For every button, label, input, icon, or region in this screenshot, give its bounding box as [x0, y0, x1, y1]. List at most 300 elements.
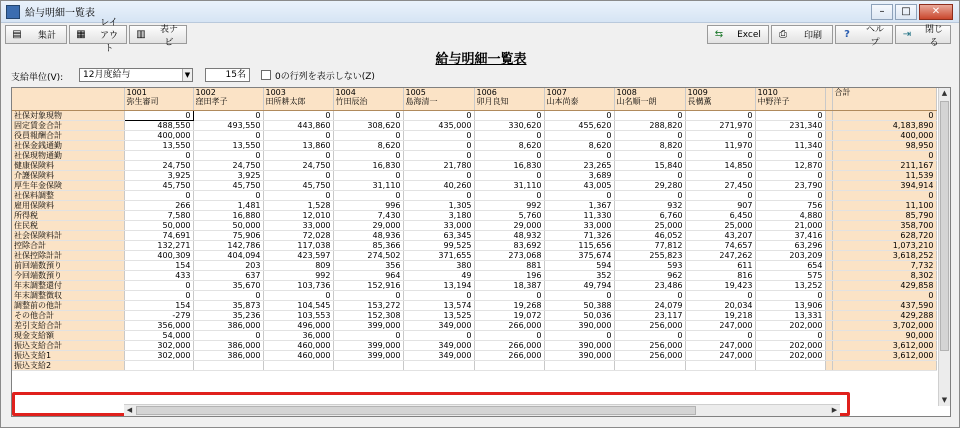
- table-cell[interactable]: 0: [614, 190, 685, 200]
- table-cell[interactable]: 11,970: [685, 140, 755, 150]
- table-cell[interactable]: 45,750: [124, 180, 193, 190]
- employee-header[interactable]: [544, 88, 614, 110]
- table-cell[interactable]: 16,830: [333, 160, 403, 170]
- table-cell[interactable]: 0: [333, 130, 403, 140]
- minimize-button[interactable]: –: [871, 4, 893, 20]
- table-cell[interactable]: 0: [544, 190, 614, 200]
- table-cell[interactable]: 8,620: [474, 140, 544, 150]
- table-cell[interactable]: 356,000: [124, 320, 193, 330]
- maximize-button[interactable]: □: [895, 4, 917, 20]
- table-cell[interactable]: 0: [263, 170, 333, 180]
- table-cell[interactable]: 7,430: [333, 210, 403, 220]
- table-cell[interactable]: 25,000: [614, 220, 685, 230]
- unit-select[interactable]: [79, 68, 193, 82]
- table-cell[interactable]: 809: [263, 260, 333, 270]
- table-cell[interactable]: 33,000: [403, 220, 474, 230]
- table-cell[interactable]: 330,620: [474, 120, 544, 130]
- table-cell[interactable]: 0: [614, 130, 685, 140]
- table-cell[interactable]: 50,000: [193, 220, 263, 230]
- table-cell[interactable]: 0: [474, 170, 544, 180]
- table-cell[interactable]: 16,880: [193, 210, 263, 220]
- table-cell[interactable]: 0: [614, 170, 685, 180]
- table-cell[interactable]: 996: [333, 200, 403, 210]
- table-cell[interactable]: 0: [755, 130, 825, 140]
- table-cell[interactable]: 255,823: [614, 250, 685, 260]
- table-cell[interactable]: 85,366: [333, 240, 403, 250]
- table-cell[interactable]: 816: [685, 270, 755, 280]
- table-cell[interactable]: 962: [614, 270, 685, 280]
- table-cell[interactable]: 117,038: [263, 240, 333, 250]
- summary-button[interactable]: ▤ 集計: [5, 25, 67, 44]
- table-cell[interactable]: 0: [403, 290, 474, 300]
- table-cell[interactable]: 266: [124, 200, 193, 210]
- table-cell[interactable]: 12,010: [263, 210, 333, 220]
- employee-header[interactable]: [685, 88, 755, 110]
- table-cell[interactable]: 400,309: [124, 250, 193, 260]
- table-cell[interactable]: 266,000: [474, 340, 544, 350]
- table-cell[interactable]: 202,000: [755, 340, 825, 350]
- table-cell[interactable]: 271,970: [685, 120, 755, 130]
- table-cell[interactable]: 24,079: [614, 300, 685, 310]
- table-cell[interactable]: 308,620: [333, 120, 403, 130]
- table-cell[interactable]: 0: [614, 330, 685, 340]
- table-cell[interactable]: 13,550: [124, 140, 193, 150]
- table-cell[interactable]: 488,550: [124, 120, 193, 130]
- table-cell[interactable]: 1,528: [263, 200, 333, 210]
- table-cell[interactable]: 0: [474, 150, 544, 160]
- table-cell[interactable]: 33,000: [544, 220, 614, 230]
- table-cell[interactable]: 302,000: [124, 340, 193, 350]
- table-cell[interactable]: 13,550: [193, 140, 263, 150]
- table-cell[interactable]: 390,000: [544, 340, 614, 350]
- table-cell[interactable]: 25,000: [685, 220, 755, 230]
- table-cell[interactable]: 0: [193, 150, 263, 160]
- table-cell[interactable]: 202,000: [755, 320, 825, 330]
- table-cell[interactable]: 386,000: [193, 340, 263, 350]
- table-cell[interactable]: 6,450: [685, 210, 755, 220]
- table-cell[interactable]: 0: [333, 190, 403, 200]
- table-cell[interactable]: 23,486: [614, 280, 685, 290]
- table-cell[interactable]: 103,553: [263, 310, 333, 320]
- table-cell[interactable]: 907: [685, 200, 755, 210]
- table-cell[interactable]: 0: [755, 150, 825, 160]
- table-cell[interactable]: 0: [685, 130, 755, 140]
- table-cell[interactable]: 18,387: [474, 280, 544, 290]
- table-cell[interactable]: 992: [263, 270, 333, 280]
- table-cell[interactable]: 375,674: [544, 250, 614, 260]
- table-cell[interactable]: 266,000: [474, 320, 544, 330]
- employee-header[interactable]: [755, 88, 825, 110]
- horizontal-scroll-thumb[interactable]: [136, 406, 696, 415]
- table-cell[interactable]: 0: [403, 130, 474, 140]
- table-cell[interactable]: 31,110: [333, 180, 403, 190]
- table-cell[interactable]: 45,750: [263, 180, 333, 190]
- table-cell[interactable]: 63,345: [403, 230, 474, 240]
- table-cell[interactable]: 154: [124, 300, 193, 310]
- table-cell[interactable]: 349,000: [403, 350, 474, 360]
- table-cell[interactable]: 13,194: [403, 280, 474, 290]
- table-cell[interactable]: 1,367: [544, 200, 614, 210]
- table-cell[interactable]: 423,597: [263, 250, 333, 260]
- table-cell[interactable]: [755, 360, 825, 370]
- employee-header[interactable]: [403, 88, 474, 110]
- table-cell[interactable]: [124, 360, 193, 370]
- table-cell[interactable]: 3,925: [124, 170, 193, 180]
- employee-header[interactable]: [474, 88, 544, 110]
- total-cell: 3,618,252: [832, 250, 936, 260]
- employee-header[interactable]: [263, 88, 333, 110]
- table-cell[interactable]: 0: [333, 110, 403, 120]
- table-cell[interactable]: 4,880: [755, 210, 825, 220]
- table-cell[interactable]: 0: [263, 190, 333, 200]
- table-cell[interactable]: 881: [474, 260, 544, 270]
- table-cell[interactable]: 0: [474, 330, 544, 340]
- table-cell[interactable]: 5,760: [474, 210, 544, 220]
- table-cell[interactable]: 13,252: [755, 280, 825, 290]
- table-cell[interactable]: 13,906: [755, 300, 825, 310]
- table-cell[interactable]: 0: [333, 170, 403, 180]
- gap-cell: [825, 360, 832, 370]
- gap-cell: [825, 240, 832, 250]
- table-cell[interactable]: 36,000: [263, 330, 333, 340]
- table-cell[interactable]: 371,655: [403, 250, 474, 260]
- table-cell[interactable]: 11,340: [755, 140, 825, 150]
- table-cell[interactable]: 0: [544, 130, 614, 140]
- table-cell[interactable]: 266,000: [474, 350, 544, 360]
- table-cell[interactable]: [685, 360, 755, 370]
- table-cell[interactable]: 0: [755, 110, 825, 120]
- table-cell[interactable]: 443,860: [263, 120, 333, 130]
- table-cell[interactable]: 0: [474, 110, 544, 120]
- table-cell[interactable]: 31,110: [474, 180, 544, 190]
- horizontal-scrollbar[interactable]: [124, 404, 840, 416]
- table-cell[interactable]: 390,000: [544, 320, 614, 330]
- table-cell[interactable]: 256,000: [614, 320, 685, 330]
- table-cell[interactable]: 0: [755, 190, 825, 200]
- employee-header[interactable]: [193, 88, 263, 110]
- table-cell[interactable]: 49: [403, 270, 474, 280]
- table-cell[interactable]: 203,209: [755, 250, 825, 260]
- table-cell[interactable]: 288,820: [614, 120, 685, 130]
- table-cell[interactable]: 115,656: [544, 240, 614, 250]
- table-cell[interactable]: -279: [124, 310, 193, 320]
- table-cell[interactable]: 0: [193, 290, 263, 300]
- table-cell[interactable]: 274,502: [333, 250, 403, 260]
- table-cell[interactable]: 23,790: [755, 180, 825, 190]
- table-cell[interactable]: 0: [403, 150, 474, 160]
- table-cell[interactable]: 386,000: [193, 350, 263, 360]
- table-cell[interactable]: 256,000: [614, 340, 685, 350]
- table-cell[interactable]: 0: [124, 280, 193, 290]
- table-row: [12, 170, 936, 180]
- table-cell[interactable]: 43,207: [685, 230, 755, 240]
- table-cell[interactable]: 256,000: [614, 350, 685, 360]
- table-cell[interactable]: 74,691: [124, 230, 193, 240]
- table-cell[interactable]: 575: [755, 270, 825, 280]
- row-label: 社保金銭通勤: [12, 140, 124, 150]
- table-cell[interactable]: 99,525: [403, 240, 474, 250]
- table-cell[interactable]: 399,000: [333, 320, 403, 330]
- table-cell[interactable]: 71,326: [544, 230, 614, 240]
- table-cell[interactable]: [263, 360, 333, 370]
- table-cell[interactable]: 37,416: [755, 230, 825, 240]
- table-cell[interactable]: 152,916: [333, 280, 403, 290]
- table-cell[interactable]: 654: [755, 260, 825, 270]
- table-cell[interactable]: 20,034: [685, 300, 755, 310]
- table-cell[interactable]: 455,620: [544, 120, 614, 130]
- table-cell[interactable]: 13,860: [263, 140, 333, 150]
- table-cell[interactable]: 0: [124, 190, 193, 200]
- table-cell[interactable]: 352: [544, 270, 614, 280]
- layout-button[interactable]: ▦ レイアウト: [69, 25, 127, 44]
- table-cell[interactable]: 48,936: [333, 230, 403, 240]
- table-cell[interactable]: 0: [685, 190, 755, 200]
- table-cell[interactable]: 356: [333, 260, 403, 270]
- table-cell[interactable]: 45,750: [193, 180, 263, 190]
- table-cell[interactable]: 8,620: [544, 140, 614, 150]
- table-cell[interactable]: 13,525: [403, 310, 474, 320]
- table-cell[interactable]: 433: [124, 270, 193, 280]
- table-cell[interactable]: 29,280: [614, 180, 685, 190]
- table-cell[interactable]: 756: [755, 200, 825, 210]
- table-cell[interactable]: 493,550: [193, 120, 263, 130]
- table-cell[interactable]: 0: [333, 290, 403, 300]
- table-cell[interactable]: 7,580: [124, 210, 193, 220]
- table-cell[interactable]: 0: [614, 150, 685, 160]
- table-cell[interactable]: 72,028: [263, 230, 333, 240]
- table-cell[interactable]: 247,000: [685, 320, 755, 330]
- table-cell[interactable]: 6,760: [614, 210, 685, 220]
- table-cell[interactable]: 593: [614, 260, 685, 270]
- table-cell[interactable]: 0: [403, 110, 474, 120]
- table-cell[interactable]: 13,574: [403, 300, 474, 310]
- table-cell[interactable]: 0: [403, 190, 474, 200]
- table-cell[interactable]: 75,906: [193, 230, 263, 240]
- table-cell[interactable]: 19,423: [685, 280, 755, 290]
- table-cell[interactable]: 386,000: [193, 320, 263, 330]
- table-cell[interactable]: 19,072: [474, 310, 544, 320]
- table-cell[interactable]: 24,750: [193, 160, 263, 170]
- table-cell[interactable]: 21,000: [755, 220, 825, 230]
- table-cell[interactable]: 460,000: [263, 350, 333, 360]
- table-cell[interactable]: 0: [193, 190, 263, 200]
- table-cell[interactable]: 16,830: [474, 160, 544, 170]
- employee-header[interactable]: [333, 88, 403, 110]
- table-cell[interactable]: 637: [193, 270, 263, 280]
- table-cell[interactable]: 390,000: [544, 350, 614, 360]
- table-cell[interactable]: 0: [403, 330, 474, 340]
- table-cell[interactable]: 380: [403, 260, 474, 270]
- table-cell[interactable]: 0: [755, 170, 825, 180]
- table-cell[interactable]: [474, 360, 544, 370]
- table-cell[interactable]: 302,000: [124, 350, 193, 360]
- table-cell[interactable]: 460,000: [263, 340, 333, 350]
- table-cell[interactable]: 3,925: [193, 170, 263, 180]
- table-cell[interactable]: 24,750: [124, 160, 193, 170]
- table-cell[interactable]: 19,268: [474, 300, 544, 310]
- table-cell[interactable]: 0: [263, 290, 333, 300]
- table-cell[interactable]: 273,068: [474, 250, 544, 260]
- table-cell[interactable]: 0: [124, 110, 193, 120]
- table-cell[interactable]: 3,180: [403, 210, 474, 220]
- chevron-down-icon[interactable]: ▼: [182, 69, 192, 81]
- table-cell[interactable]: 0: [263, 150, 333, 160]
- table-cell[interactable]: 0: [263, 130, 333, 140]
- table-cell[interactable]: 0: [685, 110, 755, 120]
- table-cell[interactable]: 23,265: [544, 160, 614, 170]
- table-cell[interactable]: 964: [333, 270, 403, 280]
- table-cell[interactable]: 23,117: [614, 310, 685, 320]
- table-cell[interactable]: 992: [474, 200, 544, 210]
- table-cell[interactable]: 50,036: [544, 310, 614, 320]
- table-cell[interactable]: 0: [685, 150, 755, 160]
- table-cell[interactable]: 14,850: [685, 160, 755, 170]
- table-cell[interactable]: 142,786: [193, 240, 263, 250]
- table-cell[interactable]: 0: [403, 170, 474, 180]
- table-cell[interactable]: 54,000: [124, 330, 193, 340]
- table-cell[interactable]: 0: [263, 110, 333, 120]
- employee-code: 1006: [476, 88, 497, 97]
- table-cell[interactable]: 1,481: [193, 200, 263, 210]
- table-cell[interactable]: 12,870: [755, 160, 825, 170]
- table-cell[interactable]: 0: [685, 170, 755, 180]
- table-cell[interactable]: 29,000: [333, 220, 403, 230]
- table-cell[interactable]: 154: [124, 260, 193, 270]
- table-cell[interactable]: 611: [685, 260, 755, 270]
- table-cell[interactable]: 29,000: [474, 220, 544, 230]
- table-cell[interactable]: 435,000: [403, 120, 474, 130]
- row-label: 差引支給合計: [12, 320, 124, 330]
- table-cell[interactable]: 48,932: [474, 230, 544, 240]
- table-cell[interactable]: 43,005: [544, 180, 614, 190]
- table-cell[interactable]: 196: [474, 270, 544, 280]
- table-cell[interactable]: 399,000: [333, 350, 403, 360]
- table-cell[interactable]: 152,308: [333, 310, 403, 320]
- table-cell[interactable]: 0: [474, 190, 544, 200]
- table-cell[interactable]: 0: [544, 150, 614, 160]
- table-cell[interactable]: 33,000: [263, 220, 333, 230]
- table-cell[interactable]: 8,620: [333, 140, 403, 150]
- table-cell[interactable]: 132,271: [124, 240, 193, 250]
- table-cell[interactable]: 0: [614, 290, 685, 300]
- employee-header[interactable]: [614, 88, 685, 110]
- table-cell[interactable]: 46,052: [614, 230, 685, 240]
- table-cell[interactable]: 247,000: [685, 340, 755, 350]
- table-cell[interactable]: 594: [544, 260, 614, 270]
- table-cell[interactable]: [544, 360, 614, 370]
- table-cell[interactable]: 0: [544, 110, 614, 120]
- table-cell[interactable]: 203: [193, 260, 263, 270]
- table-cell[interactable]: 0: [403, 140, 474, 150]
- table-cell[interactable]: 103,736: [263, 280, 333, 290]
- table-cell[interactable]: 49,794: [544, 280, 614, 290]
- table-cell[interactable]: [193, 360, 263, 370]
- table-cell[interactable]: 35,873: [193, 300, 263, 310]
- table-cell[interactable]: 21,780: [403, 160, 474, 170]
- table-cell[interactable]: 35,670: [193, 280, 263, 290]
- table-cell[interactable]: 0: [193, 330, 263, 340]
- table-cell[interactable]: 0: [333, 330, 403, 340]
- print-button[interactable]: ⎙ 印刷: [771, 25, 833, 44]
- table-cell[interactable]: 50,388: [544, 300, 614, 310]
- table-cell[interactable]: 27,450: [685, 180, 755, 190]
- table-cell[interactable]: 11,330: [544, 210, 614, 220]
- table-cell[interactable]: 0: [124, 290, 193, 300]
- table-cell[interactable]: 15,840: [614, 160, 685, 170]
- table-cell[interactable]: 50,000: [124, 220, 193, 230]
- table-cell[interactable]: 0: [333, 150, 403, 160]
- table-cell[interactable]: 0: [544, 290, 614, 300]
- help-button[interactable]: ? ヘルプ: [835, 25, 893, 44]
- table-cell[interactable]: 19,218: [685, 310, 755, 320]
- close-window-button[interactable]: ✕: [919, 4, 953, 20]
- vertical-scroll-thumb[interactable]: [940, 101, 949, 351]
- table-cell[interactable]: 24,750: [263, 160, 333, 170]
- excel-button[interactable]: ⇆ Excel: [707, 25, 769, 44]
- table-cell[interactable]: 104,545: [263, 300, 333, 310]
- table-cell[interactable]: 8,820: [614, 140, 685, 150]
- table-cell[interactable]: 0: [474, 130, 544, 140]
- table-cell[interactable]: 247,262: [685, 250, 755, 260]
- table-cell[interactable]: 399,000: [333, 340, 403, 350]
- table-cell[interactable]: 83,692: [474, 240, 544, 250]
- table-cell[interactable]: 0: [474, 290, 544, 300]
- table-cell[interactable]: 3,689: [544, 170, 614, 180]
- table-cell[interactable]: [614, 360, 685, 370]
- scroll-right-icon[interactable]: ▶: [831, 406, 838, 414]
- table-cell[interactable]: 404,094: [193, 250, 263, 260]
- table-cell[interactable]: 0: [685, 290, 755, 300]
- payroll-grid: [11, 87, 951, 417]
- scroll-up-icon[interactable]: ▲: [941, 89, 948, 97]
- table-cell[interactable]: 0: [614, 110, 685, 120]
- table-cell[interactable]: 1,305: [403, 200, 474, 210]
- hide-zero-checkbox[interactable]: [261, 70, 271, 80]
- table-cell[interactable]: 13,331: [755, 310, 825, 320]
- table-cell[interactable]: 0: [755, 330, 825, 340]
- table-cell[interactable]: 77,812: [614, 240, 685, 250]
- table-cell[interactable]: 0: [755, 290, 825, 300]
- employee-header[interactable]: [124, 88, 193, 110]
- table-row: [12, 150, 936, 160]
- table-cell[interactable]: [403, 360, 474, 370]
- table-navi-button[interactable]: ▥ 表ナビ: [129, 25, 187, 44]
- table-cell[interactable]: 35,236: [193, 310, 263, 320]
- table-cell[interactable]: 153,272: [333, 300, 403, 310]
- table-cell[interactable]: 63,296: [755, 240, 825, 250]
- table-cell[interactable]: [333, 360, 403, 370]
- table-cell[interactable]: 0: [544, 330, 614, 340]
- table-cell[interactable]: 400,000: [124, 130, 193, 140]
- table-cell[interactable]: 496,000: [263, 320, 333, 330]
- scroll-left-icon[interactable]: ◀: [126, 406, 133, 414]
- table-cell[interactable]: 0: [193, 130, 263, 140]
- scroll-down-icon[interactable]: ▼: [941, 396, 948, 404]
- table-cell[interactable]: 0: [685, 330, 755, 340]
- table-cell[interactable]: 0: [124, 150, 193, 160]
- table-cell[interactable]: 349,000: [403, 340, 474, 350]
- table-cell[interactable]: 349,000: [403, 320, 474, 330]
- table-cell[interactable]: 40,260: [403, 180, 474, 190]
- vertical-scrollbar[interactable]: [938, 88, 950, 406]
- table-cell[interactable]: 231,340: [755, 120, 825, 130]
- table-cell[interactable]: 0: [193, 110, 263, 120]
- close-button[interactable]: ⇥ 閉じる: [895, 25, 951, 44]
- table-cell[interactable]: 932: [614, 200, 685, 210]
- table-cell[interactable]: 74,657: [685, 240, 755, 250]
- table-cell[interactable]: 247,000: [685, 350, 755, 360]
- table-cell[interactable]: 202,000: [755, 350, 825, 360]
